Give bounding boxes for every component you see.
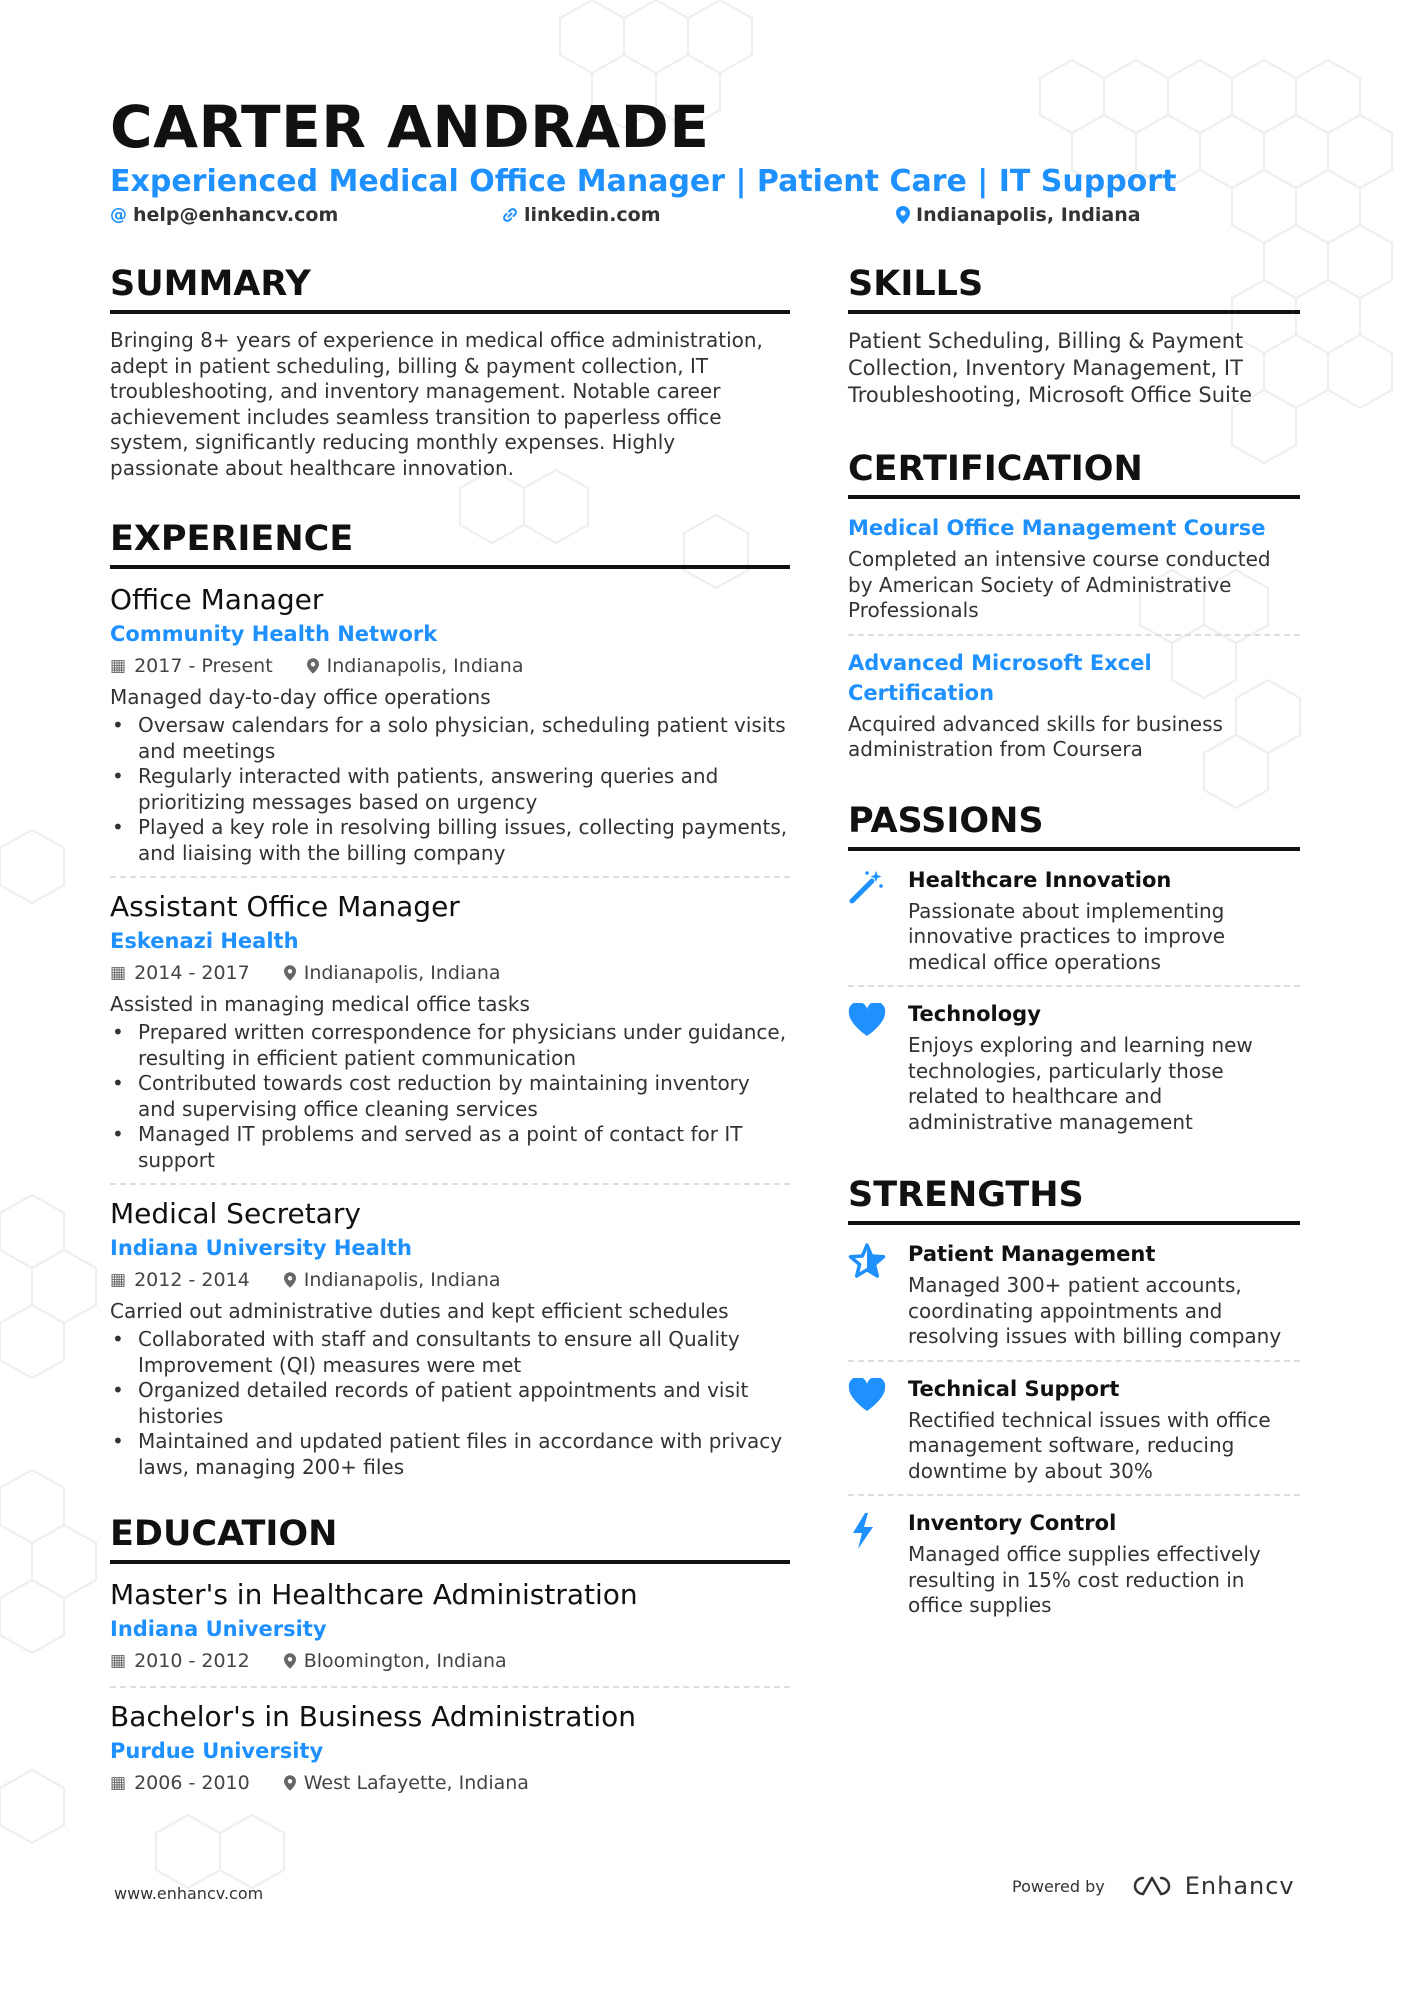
divider (848, 985, 1300, 987)
job-bullet: • Maintained and updated patient files in accordance with privacy laws, managing 200+ files (110, 1429, 790, 1480)
star-icon (848, 1243, 886, 1279)
education-section (110, 1512, 790, 1798)
enhancv-logo-icon (1129, 1873, 1175, 1899)
location-pin-icon (896, 206, 910, 224)
link-icon (502, 207, 518, 223)
strength-item (848, 1239, 1300, 1350)
education-item (110, 1578, 790, 1676)
magic-wand-icon (848, 869, 884, 905)
passions-section (848, 799, 1300, 1136)
location-pin-icon (284, 1775, 296, 1791)
heart-icon (848, 1378, 886, 1412)
experience-heading: EXPERIENCE (110, 517, 790, 569)
job-bullet: • Prepared written correspondence for physicians under guidance, resulting in efficient patient communication (110, 1020, 790, 1071)
divider (848, 1494, 1300, 1496)
job-location: Indianapolis, Indiana (303, 1269, 501, 1291)
school: Indiana University (110, 1617, 327, 1641)
calendar-icon: ▦ (110, 1270, 127, 1290)
location-pin-icon (284, 1653, 296, 1669)
job-meta (110, 958, 790, 988)
candidate-title: Experienced Medical Office Manager | Patient Care | IT Support (110, 164, 1177, 199)
education-dates: 2010 - 2012 (134, 1650, 250, 1672)
strengths-heading: STRENGTHS (848, 1173, 1300, 1225)
divider (848, 634, 1300, 636)
job-bullet: • Oversaw calendars for a solo physician, scheduling patient visits and meetings (110, 713, 790, 764)
bolt-icon (848, 1512, 878, 1550)
degree: Master's in Healthcare Administration (110, 1578, 638, 1611)
education-location: Bloomington, Indiana (303, 1650, 507, 1672)
strength-item (848, 1374, 1300, 1485)
divider (110, 1686, 790, 1688)
resume-header (110, 92, 1300, 234)
education-meta (110, 1768, 790, 1798)
job-location: Indianapolis, Indiana (326, 655, 524, 677)
contact-row (110, 204, 1300, 234)
passion-item (848, 999, 1300, 1135)
certification-description: Acquired advanced skills for business administration from Coursera (848, 711, 1223, 761)
education-item (110, 1700, 790, 1798)
job-company: Indiana University Health (110, 1236, 412, 1260)
passion-title: Technology (908, 1002, 1041, 1026)
location-pin-icon (284, 965, 296, 981)
calendar-icon: ▦ (110, 1773, 127, 1793)
job-dates: 2017 - Present (134, 655, 273, 677)
experience-item (110, 583, 790, 866)
job-bullets (110, 1327, 790, 1480)
job-description: Carried out administrative duties and kept efficient schedules (110, 1299, 729, 1323)
location-pin-icon (307, 658, 319, 674)
contact-linkedin[interactable] (502, 204, 661, 226)
certification-item (848, 648, 1300, 763)
education-location: West Lafayette, Indiana (303, 1772, 529, 1794)
linkedin-text: linkedin.com (524, 204, 661, 226)
job-bullets (110, 1020, 790, 1173)
brand-name: Enhancv (1184, 1872, 1295, 1900)
experience-section (110, 517, 790, 1480)
job-role: Medical Secretary (110, 1197, 361, 1230)
education-heading: EDUCATION (110, 1512, 790, 1564)
divider (110, 1183, 790, 1185)
job-bullet: • Managed IT problems and served as a point of contact for IT support (110, 1122, 790, 1173)
job-dates: 2012 - 2014 (134, 1269, 250, 1291)
degree: Bachelor's in Business Administration (110, 1700, 637, 1733)
location-text: Indianapolis, Indiana (916, 204, 1141, 226)
certification-title: Advanced Microsoft Excel Certification (848, 650, 1152, 705)
school: Purdue University (110, 1739, 324, 1763)
certification-description: Completed an intensive course conducted by American Society of Administrative Professionals (848, 547, 1271, 622)
passion-item (848, 865, 1300, 976)
job-company: Eskenazi Health (110, 929, 299, 953)
skills-heading: SKILLS (848, 262, 1300, 314)
job-bullet: • Played a key role in resolving billing issues, collecting payments, and liaising with the billing company (110, 815, 790, 866)
calendar-icon: ▦ (110, 656, 127, 676)
job-location: Indianapolis, Indiana (303, 962, 501, 984)
location-pin-icon (284, 1272, 296, 1288)
strength-title: Inventory Control (908, 1511, 1117, 1535)
job-dates: 2014 - 2017 (134, 962, 250, 984)
passion-description: Enjoys exploring and learning new technologies, particularly those related to healthcare and administrative management (908, 1033, 1253, 1134)
calendar-icon: ▦ (110, 963, 127, 983)
passion-description: Passionate about implementing innovative practices to improve medical office operations (908, 898, 1226, 974)
education-meta (110, 1646, 790, 1676)
strength-item (848, 1508, 1300, 1619)
strength-title: Patient Management (908, 1242, 1156, 1266)
job-bullet: • Regularly interacted with patients, answering queries and prioritizing messages based on urgency (110, 764, 790, 815)
certification-heading: CERTIFICATION (848, 447, 1300, 499)
certification-title: Medical Office Management Course (848, 516, 1266, 540)
strength-description: Managed 300+ patient accounts, coordinating appointments and resolving issues with billing company (908, 1273, 1282, 1348)
job-bullets (110, 713, 790, 866)
job-description: Assisted in managing medical office tasks (110, 992, 530, 1016)
footer-website[interactable]: www.enhancv.com (114, 1884, 264, 1903)
strength-description: Managed office supplies effectively resulting in 15% cost reduction in office supplies (908, 1542, 1261, 1617)
email-text: help@enhancv.com (133, 204, 339, 226)
divider (848, 1360, 1300, 1362)
contact-email[interactable] (110, 204, 338, 226)
experience-item (110, 890, 790, 1173)
strengths-section (848, 1173, 1300, 1619)
powered-by-text: Powered by (1012, 1876, 1105, 1896)
strength-description: Rectified technical issues with office management software, reducing downtime by about 30% (908, 1407, 1271, 1483)
certification-item (848, 513, 1300, 624)
job-description: Managed day-to-day office operations (110, 685, 491, 709)
job-meta (110, 651, 790, 681)
left-column (110, 262, 790, 1804)
divider (110, 876, 790, 878)
job-meta (110, 1265, 790, 1295)
passions-heading: PASSIONS (848, 799, 1300, 851)
right-column (848, 262, 1300, 1619)
experience-item (110, 1197, 790, 1480)
job-bullet: • Collaborated with staff and consultants to ensure all Quality Improvement (QI) measures were met (110, 1327, 790, 1378)
at-icon: @ (110, 205, 127, 225)
strength-title: Technical Support (908, 1376, 1120, 1401)
candidate-name: CARTER ANDRADE (110, 93, 710, 161)
calendar-icon: ▦ (110, 1651, 127, 1671)
job-role: Assistant Office Manager (110, 890, 460, 923)
skills-section (848, 262, 1300, 409)
summary-heading: SUMMARY (110, 262, 790, 314)
job-role: Office Manager (110, 583, 324, 616)
skills-text: Patient Scheduling, Billing & Payment Collection, Inventory Management, IT Troubleshooting, Microsoft Office Suite (848, 329, 1253, 407)
contact-location (896, 204, 1141, 226)
summary-text: Bringing 8+ years of experience in medical office administration, adept in patient scheduling, billing & payment collection, IT troubleshooting, and inventory management. Notable career achievement includes seamless transition to paperless office system, significantly reducing monthly expenses. Highly passionate about healthcare innovation. (110, 328, 763, 480)
footer-branding (1012, 1872, 1295, 1900)
passion-title: Healthcare Innovation (908, 867, 1172, 892)
job-bullet: • Contributed towards cost reduction by maintaining inventory and supervising office cleaning services (110, 1071, 790, 1122)
job-bullet: • Organized detailed records of patient appointments and visit histories (110, 1378, 790, 1429)
enhancv-logo[interactable] (1129, 1872, 1295, 1900)
summary-section (110, 262, 790, 481)
job-company: Community Health Network (110, 622, 438, 646)
heart-icon (848, 1003, 886, 1037)
education-dates: 2006 - 2010 (134, 1772, 250, 1794)
certification-section (848, 447, 1300, 763)
